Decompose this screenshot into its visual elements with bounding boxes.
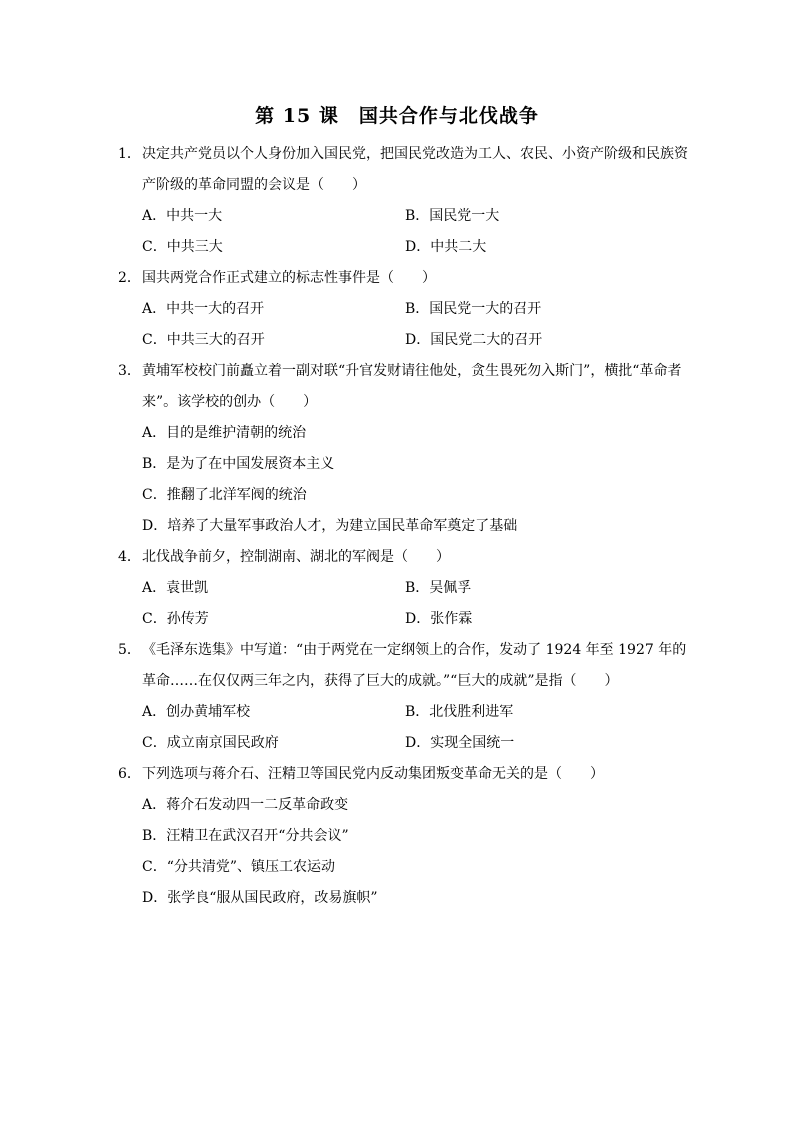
option-d: D．张学良“服从国民政府，改易旗帜” xyxy=(142,890,378,906)
question-number: 5． xyxy=(118,642,141,658)
question-text: 北伐战争前夕，控制湖南、湖北的军阀是（ ） xyxy=(142,549,450,565)
question-3 xyxy=(118,356,688,542)
question-text: 决定共产党员以个人身份加入国民党，把国民党改造为工人、农民、小资产阶级和民族资产阶级的革命同盟的会议是（ ） xyxy=(142,146,688,193)
option-c: C．推翻了北洋军阀的统治 xyxy=(142,487,307,503)
question-text: 下列选项与蒋介石、汪精卫等国民党内反动集团叛变革命无关的是（ ） xyxy=(142,766,604,782)
question-stem xyxy=(118,139,688,201)
question-1 xyxy=(118,139,688,263)
question-list xyxy=(118,139,688,914)
question-number: 1． xyxy=(118,146,141,162)
option-c: C．孙传芳 xyxy=(142,611,209,627)
option-d: D．中共二大 xyxy=(405,239,487,255)
option-list xyxy=(118,790,688,914)
option-a: A．蒋介石发动四一二反革命政变 xyxy=(142,797,349,813)
option-row xyxy=(118,573,688,604)
option-a: A．中共一大的召开 xyxy=(142,301,265,317)
option-row xyxy=(118,728,688,759)
option-row xyxy=(118,697,688,728)
question-6 xyxy=(118,759,688,914)
option-a: A．中共一大 xyxy=(142,208,223,224)
question-stem xyxy=(118,542,688,573)
option-b: B．国民党一大 xyxy=(405,208,500,224)
option-d: D．国民党二大的召开 xyxy=(405,332,543,348)
option-c: C．“分共清党”、镇压工农运动 xyxy=(142,859,336,875)
option-d: D．张作霖 xyxy=(405,611,473,627)
question-stem xyxy=(118,356,688,418)
option-b: B．吴佩孚 xyxy=(405,580,472,596)
option-c: C．成立南京国民政府 xyxy=(142,735,279,751)
option-row xyxy=(118,604,688,635)
question-number: 3． xyxy=(118,363,141,379)
question-text: 国共两党合作正式建立的标志性事件是（ ） xyxy=(142,270,436,286)
option-a: A．目的是维护清朝的统治 xyxy=(142,425,307,441)
option-row xyxy=(118,201,688,232)
option-row xyxy=(118,325,688,356)
option-a: A．袁世凯 xyxy=(142,580,209,596)
option-d: D．实现全国统一 xyxy=(405,735,515,751)
question-2 xyxy=(118,263,688,356)
page-title: 第 15 课 国共合作与北伐战争 xyxy=(255,105,539,127)
question-4 xyxy=(118,542,688,635)
option-d: D．培养了大量军事政治人才，为建立国民革命军奠定了基础 xyxy=(142,518,518,534)
question-stem xyxy=(118,759,688,790)
option-list xyxy=(118,418,688,542)
option-row xyxy=(118,294,688,325)
option-b: B．国民党一大的召开 xyxy=(405,301,542,317)
option-c: C．中共三大 xyxy=(142,239,223,255)
option-b: B．北伐胜利进军 xyxy=(405,704,514,720)
option-row xyxy=(118,232,688,263)
question-number: 2． xyxy=(118,270,141,286)
option-b: B．汪精卫在武汉召开“分共会议” xyxy=(142,828,349,844)
question-text: 黄埔军校校门前矗立着一副对联“升官发财请往他处，贪生畏死勿入斯门”，横批“革命者来”。该学校的创办（ ） xyxy=(142,363,682,410)
question-5 xyxy=(118,635,688,759)
option-c: C．中共三大的召开 xyxy=(142,332,265,348)
question-text: 《毛泽东选集》中写道：“由于两党在一定纲领上的合作，发动了 1924 年至 1927 年的革命……在仅仅两三年之内，获得了巨大的成就。”“巨大的成就”是指（ ） xyxy=(142,642,687,689)
option-a: A．创办黄埔军校 xyxy=(142,704,251,720)
option-b: B．是为了在中国发展资本主义 xyxy=(142,456,335,472)
question-stem xyxy=(118,635,688,697)
question-number: 6． xyxy=(118,766,141,782)
question-number: 4． xyxy=(118,549,141,565)
question-stem xyxy=(118,263,688,294)
